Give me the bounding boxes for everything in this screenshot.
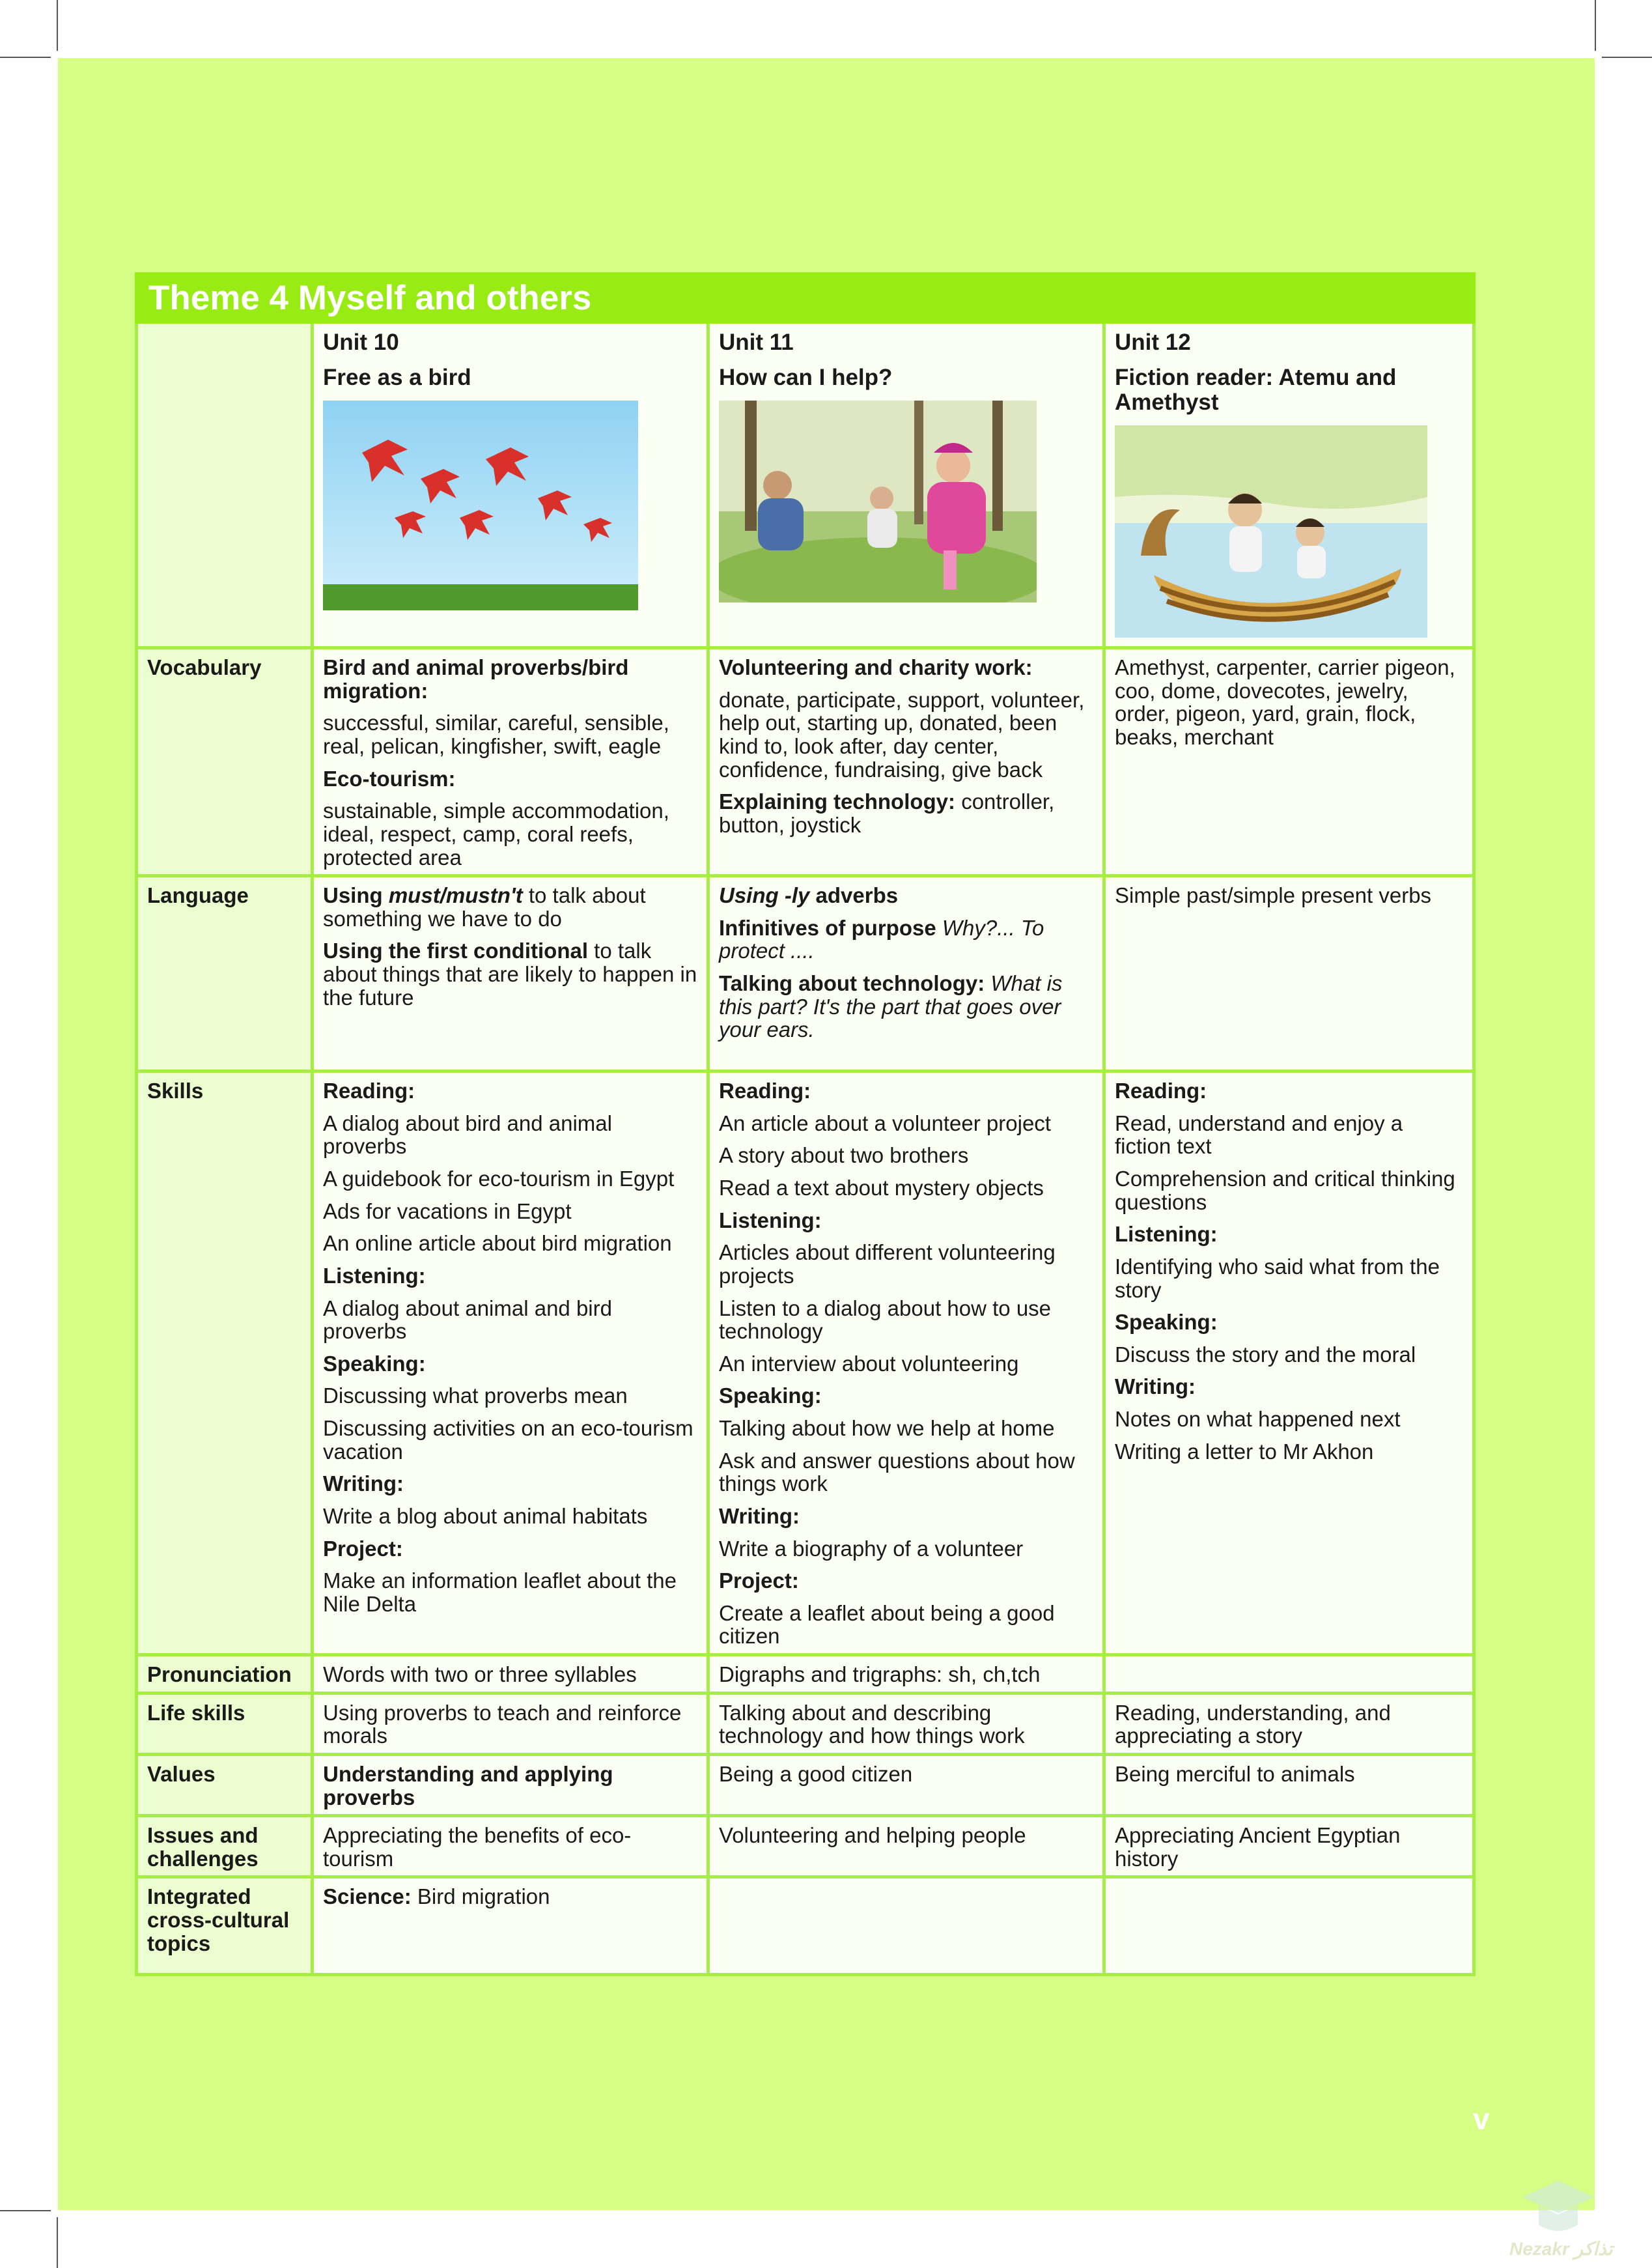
- watermark-text: Nezakr تذاكر: [1509, 2239, 1613, 2259]
- issues-unit-12: Appreciating Ancient Egyptian history: [1104, 1816, 1474, 1877]
- pronunciation-unit-11: Digraphs and trigraphs: sh, ch,tch: [708, 1655, 1104, 1694]
- crop-mark: [1602, 57, 1652, 58]
- skills-unit-11: [708, 1071, 1104, 1655]
- skill-item: Comprehension and critical thinking questions: [1115, 1167, 1455, 1214]
- crop-mark: [57, 0, 58, 51]
- vocab-words: successful, similar, careful, sensible, real, pelican, kingfisher, swift, eagle: [323, 711, 669, 759]
- pronunciation-row: [137, 1655, 1474, 1694]
- unit-12-title: Fiction reader: Atemu and Amethyst: [1115, 365, 1397, 415]
- skill-item: Articles about different volunteering projects: [719, 1240, 1056, 1288]
- issues-unit-10: Appreciating the benefits of eco-tourism: [313, 1816, 708, 1877]
- skill-heading: Speaking:: [1115, 1310, 1218, 1335]
- unit-11-number: Unit 11: [719, 330, 794, 356]
- lang-text: Why?... To protect ....: [719, 915, 1044, 963]
- cross-text: Bird migration: [411, 1884, 550, 1909]
- skill-item: An interview about volunteering: [719, 1351, 1019, 1376]
- unit-11-title: How can I help?: [719, 365, 893, 391]
- pronunciation-label: Pronunciation: [137, 1655, 313, 1694]
- skill-heading: Writing:: [323, 1471, 404, 1496]
- pronunciation-unit-12: [1104, 1655, 1474, 1694]
- skill-item: Read, understand and enjoy a fiction text: [1115, 1111, 1403, 1159]
- skill-item: Writing a letter to Mr Akhon: [1115, 1439, 1374, 1464]
- issues-unit-11: Volunteering and helping people: [708, 1816, 1104, 1877]
- language-label: Language: [137, 876, 313, 1071]
- lang-text: Infinitives of purpose: [719, 915, 936, 940]
- language-unit-12: [1104, 876, 1474, 1071]
- lang-text: Talking about technology:: [719, 971, 985, 996]
- boat-illustration-image: [1115, 425, 1427, 638]
- skill-heading: Reading:: [323, 1079, 415, 1103]
- lang-text: Simple past/simple present verbs: [1115, 883, 1432, 908]
- vocab-words: controller, button, joystick: [719, 789, 1055, 837]
- skill-heading: Speaking:: [323, 1351, 426, 1376]
- vocab-words: Amethyst, carpenter, carrier pigeon, coo, dome, dovecotes, jewelry, order, pigeon, yard, grain, flock, beaks, merchant: [1115, 655, 1455, 750]
- skill-item: Notes on what happened next: [1115, 1407, 1401, 1432]
- empty-corner-cell: [137, 322, 313, 648]
- values-label: Values: [137, 1754, 313, 1815]
- skill-heading: Reading:: [719, 1079, 811, 1103]
- vocab-heading: Bird and animal proverbs/bird migration:: [323, 655, 629, 703]
- skill-item: Write a blog about animal habitats: [323, 1503, 648, 1528]
- skill-item: Listen to a dialog about how to use technology: [719, 1296, 1052, 1344]
- skill-heading: Speaking:: [719, 1383, 822, 1408]
- cross-cultural-unit-12: [1104, 1877, 1474, 1975]
- skill-item: A story about two brothers: [719, 1143, 969, 1168]
- crop-mark: [0, 2210, 51, 2211]
- unit-10-title: Free as a bird: [323, 365, 471, 391]
- skill-item: A guidebook for eco-tourism in Egypt: [323, 1167, 675, 1191]
- crop-mark: [57, 2217, 58, 2268]
- skill-item: An online article about bird migration: [323, 1231, 672, 1256]
- theme-header-row: [137, 274, 1474, 322]
- cross-cultural-label: Integrated cross-cultural topics: [137, 1877, 313, 1975]
- vocabulary-unit-12: [1104, 648, 1474, 876]
- skill-item: Write a biography of a volunteer: [719, 1536, 1024, 1561]
- language-unit-10: [313, 876, 708, 1071]
- flamingos-image: [323, 401, 638, 610]
- life-skills-row: [137, 1693, 1474, 1754]
- skill-heading: Writing:: [1115, 1374, 1196, 1399]
- vocab-heading: Explaining technology:: [719, 789, 956, 814]
- vocabulary-unit-10: [313, 648, 708, 876]
- skill-item: Make an information leaflet about the Nile Delta: [323, 1568, 677, 1616]
- lang-text: to talk about something we have to do: [323, 883, 646, 931]
- lang-text: What is this part? It's the part that goes over your ears.: [719, 971, 1063, 1042]
- values-unit-10: Understanding and applying proverbs: [313, 1754, 708, 1815]
- skill-item: Identifying who said what from the story: [1115, 1254, 1440, 1302]
- values-row: [137, 1754, 1474, 1815]
- skill-item: Discussing what proverbs mean: [323, 1383, 628, 1408]
- life-skills-unit-10: Using proverbs to teach and reinforce morals: [313, 1693, 708, 1754]
- values-unit-12: Being merciful to animals: [1104, 1754, 1474, 1815]
- skill-item: A dialog about animal and bird proverbs: [323, 1296, 612, 1344]
- language-row: [137, 876, 1474, 1071]
- cross-heading: Science:: [323, 1884, 412, 1909]
- vocab-words: donate, participate, support, volunteer, help out, starting up, donated, been kind to, look after, day center, confidence, fundraising, give back: [719, 687, 1085, 782]
- lang-text: adverbs: [809, 883, 899, 908]
- lang-text: must/mustn't: [388, 883, 523, 908]
- life-skills-unit-12: Reading, understanding, and appreciating a story: [1104, 1693, 1474, 1754]
- crop-mark: [0, 57, 51, 58]
- crop-mark: [1595, 0, 1596, 51]
- unit-11-header: [708, 322, 1104, 648]
- unit-header-row: [137, 322, 1474, 648]
- vocab-heading: Volunteering and charity work:: [719, 655, 1033, 680]
- theme-overview-table: [135, 272, 1476, 1976]
- lang-text: Using the first conditional: [323, 939, 589, 963]
- issues-label: Issues and challenges: [137, 1816, 313, 1877]
- skill-item: An article about a volunteer project: [719, 1111, 1051, 1135]
- unit-10-header: [313, 322, 708, 648]
- cross-cultural-unit-11: [708, 1877, 1104, 1975]
- skill-heading: Writing:: [719, 1503, 800, 1528]
- skill-heading: Listening:: [323, 1263, 426, 1288]
- lang-text: Using: [323, 883, 389, 908]
- pronunciation-unit-10: Words with two or three syllables: [313, 1655, 708, 1694]
- skill-item: A dialog about bird and animal proverbs: [323, 1111, 612, 1159]
- skills-unit-10: [313, 1071, 708, 1655]
- lang-text: to talk about things that are likely to happen in the future: [323, 939, 697, 1010]
- skills-row: [137, 1071, 1474, 1655]
- skill-heading: Listening:: [1115, 1222, 1218, 1247]
- theme-title: Theme 4 Myself and others: [137, 274, 1474, 322]
- skill-item: Ask and answer questions about how things work: [719, 1448, 1075, 1496]
- values-unit-11: Being a good citizen: [708, 1754, 1104, 1815]
- unit-12-number: Unit 12: [1115, 330, 1191, 356]
- vocabulary-row: [137, 648, 1474, 876]
- vocab-heading: Eco-tourism:: [323, 766, 456, 791]
- cross-cultural-unit-10: [313, 1877, 708, 1975]
- page-number: v: [1473, 2102, 1490, 2136]
- skill-item: Talking about how we help at home: [719, 1416, 1055, 1441]
- skill-item: Ads for vacations in Egypt: [323, 1198, 572, 1223]
- children-park-image: [719, 401, 1037, 602]
- life-skills-unit-11: Talking about and describing technology and how things work: [708, 1693, 1104, 1754]
- issues-row: [137, 1816, 1474, 1877]
- skill-item: Discussing activities on an eco-tourism vacation: [323, 1416, 693, 1464]
- lang-text: Using -ly: [719, 883, 810, 908]
- life-skills-label: Life skills: [137, 1693, 313, 1754]
- skill-heading: Project:: [719, 1568, 799, 1593]
- unit-12-header: [1104, 322, 1474, 648]
- skill-heading: Reading:: [1115, 1079, 1207, 1103]
- skill-item: Discuss the story and the moral: [1115, 1342, 1416, 1367]
- vocabulary-unit-11: [708, 648, 1104, 876]
- unit-10-number: Unit 10: [323, 330, 399, 356]
- cross-cultural-row: [137, 1877, 1474, 1975]
- skill-heading: Listening:: [719, 1208, 822, 1232]
- vocabulary-label: Vocabulary: [137, 648, 313, 876]
- skill-item: Create a leaflet about being a good citizen: [719, 1600, 1055, 1649]
- vocab-words: sustainable, simple accommodation, ideal, respect, camp, coral reefs, protected area: [323, 799, 669, 870]
- language-unit-11: [708, 876, 1104, 1071]
- skills-label: Skills: [137, 1071, 313, 1655]
- skills-unit-12: [1104, 1071, 1474, 1655]
- skill-item: Read a text about mystery objects: [719, 1176, 1044, 1200]
- skill-heading: Project:: [323, 1536, 403, 1561]
